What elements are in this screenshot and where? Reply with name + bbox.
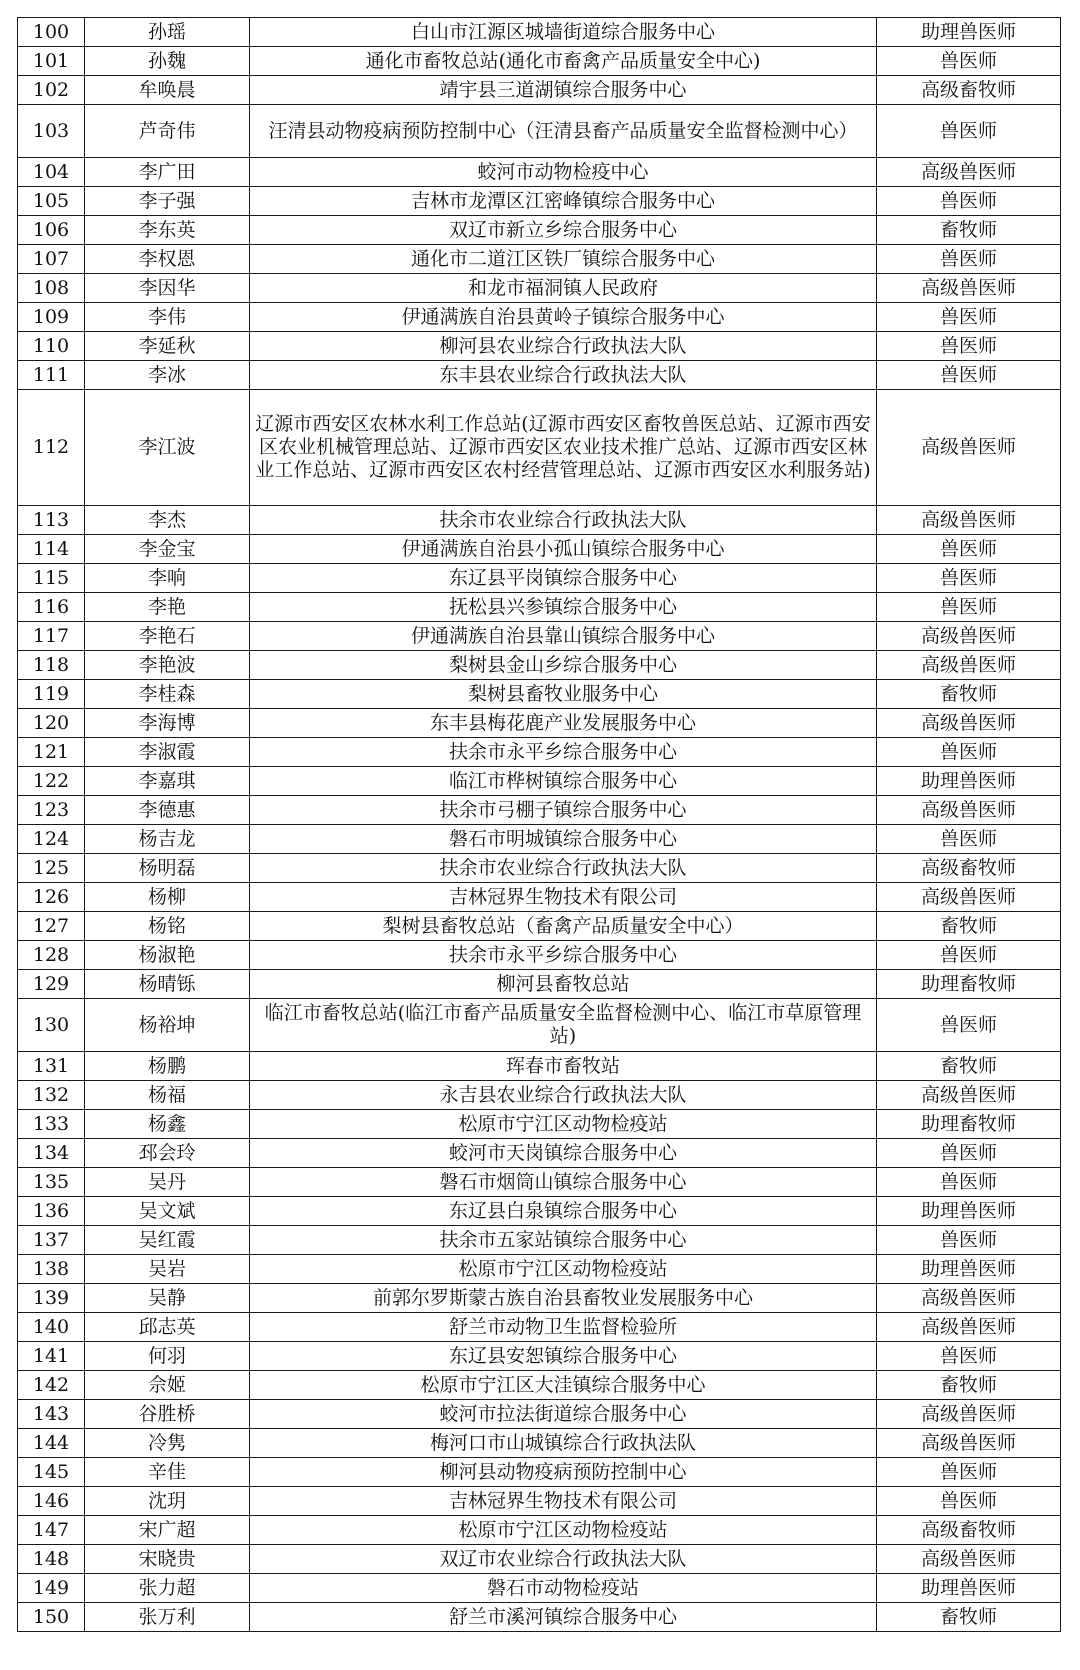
job-title-cell: 高级兽医师 xyxy=(877,1545,1061,1574)
work-unit-cell: 蛟河市拉法街道综合服务中心 xyxy=(250,1400,877,1429)
row-number-cell: 141 xyxy=(18,1342,85,1371)
job-title-cell: 兽医师 xyxy=(877,47,1061,76)
row-number-cell: 136 xyxy=(18,1197,85,1226)
row-number-cell: 115 xyxy=(18,564,85,593)
person-name-cell: 吴文斌 xyxy=(85,1197,250,1226)
row-number-cell: 103 xyxy=(18,105,85,158)
person-name-cell: 李淑霞 xyxy=(85,738,250,767)
work-unit-cell: 舒兰市动物卫生监督检验所 xyxy=(250,1313,877,1342)
row-number-cell: 146 xyxy=(18,1487,85,1516)
row-number-cell: 144 xyxy=(18,1429,85,1458)
row-number-cell: 126 xyxy=(18,883,85,912)
work-unit-cell: 伊通满族自治县黄岭子镇综合服务中心 xyxy=(250,303,877,332)
table-row xyxy=(18,1052,1061,1081)
row-number-cell: 150 xyxy=(18,1603,85,1632)
person-name-cell: 李海博 xyxy=(85,709,250,738)
person-name-cell: 李江波 xyxy=(85,390,250,506)
job-title-cell: 高级兽医师 xyxy=(877,390,1061,506)
row-number-cell: 145 xyxy=(18,1458,85,1487)
table-row xyxy=(18,941,1061,970)
person-name-cell: 冷隽 xyxy=(85,1429,250,1458)
row-number-cell: 132 xyxy=(18,1081,85,1110)
table-row xyxy=(18,593,1061,622)
person-name-cell: 杨鑫 xyxy=(85,1110,250,1139)
row-number-cell: 135 xyxy=(18,1168,85,1197)
person-name-cell: 杨晴铄 xyxy=(85,970,250,999)
work-unit-cell: 蛟河市动物检疫中心 xyxy=(250,158,877,187)
job-title-cell: 畜牧师 xyxy=(877,912,1061,941)
table-row xyxy=(18,1110,1061,1139)
row-number-cell: 108 xyxy=(18,274,85,303)
job-title-cell: 高级畜牧师 xyxy=(877,854,1061,883)
person-name-cell: 邱志英 xyxy=(85,1313,250,1342)
table-row xyxy=(18,187,1061,216)
row-number-cell: 137 xyxy=(18,1226,85,1255)
work-unit-cell: 柳河县农业综合行政执法大队 xyxy=(250,332,877,361)
work-unit-cell: 和龙市福洞镇人民政府 xyxy=(250,274,877,303)
person-name-cell: 李子强 xyxy=(85,187,250,216)
row-number-cell: 127 xyxy=(18,912,85,941)
person-name-cell: 李嘉琪 xyxy=(85,767,250,796)
table-row xyxy=(18,105,1061,158)
table-row xyxy=(18,332,1061,361)
person-name-cell: 李金宝 xyxy=(85,535,250,564)
row-number-cell: 119 xyxy=(18,680,85,709)
person-name-cell: 杨吉龙 xyxy=(85,825,250,854)
work-unit-cell: 吉林冠界生物技术有限公司 xyxy=(250,883,877,912)
work-unit-cell: 扶余市弓棚子镇综合服务中心 xyxy=(250,796,877,825)
roster-table-body xyxy=(18,18,1061,1632)
person-name-cell: 宋晓贵 xyxy=(85,1545,250,1574)
row-number-cell: 133 xyxy=(18,1110,85,1139)
table-row xyxy=(18,825,1061,854)
table-row xyxy=(18,1342,1061,1371)
work-unit-cell: 扶余市农业综合行政执法大队 xyxy=(250,854,877,883)
table-row xyxy=(18,999,1061,1052)
row-number-cell: 124 xyxy=(18,825,85,854)
work-unit-cell: 前郭尔罗斯蒙古族自治县畜牧业发展服务中心 xyxy=(250,1284,877,1313)
row-number-cell: 114 xyxy=(18,535,85,564)
row-number-cell: 100 xyxy=(18,18,85,47)
table-row xyxy=(18,76,1061,105)
row-number-cell: 121 xyxy=(18,738,85,767)
work-unit-cell: 东辽县安恕镇综合服务中心 xyxy=(250,1342,877,1371)
table-row xyxy=(18,1313,1061,1342)
row-number-cell: 104 xyxy=(18,158,85,187)
table-row xyxy=(18,1139,1061,1168)
work-unit-cell: 永吉县农业综合行政执法大队 xyxy=(250,1081,877,1110)
job-title-cell: 助理兽医师 xyxy=(877,18,1061,47)
person-name-cell: 杨福 xyxy=(85,1081,250,1110)
person-name-cell: 吴静 xyxy=(85,1284,250,1313)
job-title-cell: 兽医师 xyxy=(877,1487,1061,1516)
row-number-cell: 109 xyxy=(18,303,85,332)
job-title-cell: 高级兽医师 xyxy=(877,622,1061,651)
table-row xyxy=(18,912,1061,941)
person-name-cell: 李艳 xyxy=(85,593,250,622)
row-number-cell: 122 xyxy=(18,767,85,796)
job-title-cell: 兽医师 xyxy=(877,1342,1061,1371)
job-title-cell: 兽医师 xyxy=(877,187,1061,216)
person-name-cell: 吴丹 xyxy=(85,1168,250,1197)
person-name-cell: 李东英 xyxy=(85,216,250,245)
person-name-cell: 李权恩 xyxy=(85,245,250,274)
work-unit-cell: 汪清县动物疫病预防控制中心（汪清县畜产品质量安全监督检测中心） xyxy=(250,105,877,158)
row-number-cell: 120 xyxy=(18,709,85,738)
person-name-cell: 李延秋 xyxy=(85,332,250,361)
work-unit-cell: 柳河县畜牧总站 xyxy=(250,970,877,999)
work-unit-cell: 舒兰市溪河镇综合服务中心 xyxy=(250,1603,877,1632)
job-title-cell: 畜牧师 xyxy=(877,216,1061,245)
table-row xyxy=(18,361,1061,390)
work-unit-cell: 临江市桦树镇综合服务中心 xyxy=(250,767,877,796)
row-number-cell: 149 xyxy=(18,1574,85,1603)
job-title-cell: 兽医师 xyxy=(877,332,1061,361)
row-number-cell: 112 xyxy=(18,390,85,506)
table-row xyxy=(18,1168,1061,1197)
table-row xyxy=(18,1400,1061,1429)
person-name-cell: 李伟 xyxy=(85,303,250,332)
work-unit-cell: 梨树县畜牧总站（畜禽产品质量安全中心） xyxy=(250,912,877,941)
person-name-cell: 李艳石 xyxy=(85,622,250,651)
table-row xyxy=(18,303,1061,332)
job-title-cell: 高级兽医师 xyxy=(877,709,1061,738)
person-name-cell: 沈玥 xyxy=(85,1487,250,1516)
work-unit-cell: 双辽市农业综合行政执法大队 xyxy=(250,1545,877,1574)
work-unit-cell: 吉林市龙潭区江密峰镇综合服务中心 xyxy=(250,187,877,216)
person-name-cell: 孙魏 xyxy=(85,47,250,76)
table-row xyxy=(18,245,1061,274)
table-row xyxy=(18,1371,1061,1400)
job-title-cell: 兽医师 xyxy=(877,564,1061,593)
person-name-cell: 杨裕坤 xyxy=(85,999,250,1052)
row-number-cell: 106 xyxy=(18,216,85,245)
work-unit-cell: 柳河县动物疫病预防控制中心 xyxy=(250,1458,877,1487)
job-title-cell: 畜牧师 xyxy=(877,1052,1061,1081)
person-name-cell: 张力超 xyxy=(85,1574,250,1603)
table-row xyxy=(18,1603,1061,1632)
row-number-cell: 116 xyxy=(18,593,85,622)
work-unit-cell: 梨树县畜牧业服务中心 xyxy=(250,680,877,709)
table-row xyxy=(18,1429,1061,1458)
person-name-cell: 杨铭 xyxy=(85,912,250,941)
job-title-cell: 兽医师 xyxy=(877,1226,1061,1255)
work-unit-cell: 扶余市农业综合行政执法大队 xyxy=(250,506,877,535)
row-number-cell: 131 xyxy=(18,1052,85,1081)
work-unit-cell: 扶余市五家站镇综合服务中心 xyxy=(250,1226,877,1255)
job-title-cell: 高级兽医师 xyxy=(877,883,1061,912)
person-name-cell: 吴红霞 xyxy=(85,1226,250,1255)
row-number-cell: 138 xyxy=(18,1255,85,1284)
row-number-cell: 110 xyxy=(18,332,85,361)
person-name-cell: 杨明磊 xyxy=(85,854,250,883)
row-number-cell: 101 xyxy=(18,47,85,76)
table-row xyxy=(18,158,1061,187)
person-name-cell: 辛佳 xyxy=(85,1458,250,1487)
job-title-cell: 助理兽医师 xyxy=(877,1197,1061,1226)
person-name-cell: 李德惠 xyxy=(85,796,250,825)
job-title-cell: 兽医师 xyxy=(877,825,1061,854)
work-unit-cell: 通化市二道江区铁厂镇综合服务中心 xyxy=(250,245,877,274)
roster-table xyxy=(17,17,1061,1632)
work-unit-cell: 临江市畜牧总站(临江市畜产品质量安全监督检测中心、临江市草原管理站) xyxy=(250,999,877,1052)
job-title-cell: 高级兽医师 xyxy=(877,274,1061,303)
work-unit-cell: 东辽县白泉镇综合服务中心 xyxy=(250,1197,877,1226)
person-name-cell: 张万利 xyxy=(85,1603,250,1632)
work-unit-cell: 梨树县金山乡综合服务中心 xyxy=(250,651,877,680)
row-number-cell: 129 xyxy=(18,970,85,999)
job-title-cell: 畜牧师 xyxy=(877,1603,1061,1632)
table-row xyxy=(18,274,1061,303)
work-unit-cell: 东丰县农业综合行政执法大队 xyxy=(250,361,877,390)
work-unit-cell: 磐石市明城镇综合服务中心 xyxy=(250,825,877,854)
person-name-cell: 李因华 xyxy=(85,274,250,303)
table-row xyxy=(18,883,1061,912)
row-number-cell: 102 xyxy=(18,76,85,105)
table-row xyxy=(18,651,1061,680)
job-title-cell: 高级兽医师 xyxy=(877,1429,1061,1458)
work-unit-cell: 梅河口市山城镇综合行政执法队 xyxy=(250,1429,877,1458)
row-number-cell: 128 xyxy=(18,941,85,970)
table-row xyxy=(18,1574,1061,1603)
work-unit-cell: 珲春市畜牧站 xyxy=(250,1052,877,1081)
job-title-cell: 兽医师 xyxy=(877,361,1061,390)
table-row xyxy=(18,854,1061,883)
job-title-cell: 兽医师 xyxy=(877,1139,1061,1168)
person-name-cell: 李响 xyxy=(85,564,250,593)
person-name-cell: 牟唤晨 xyxy=(85,76,250,105)
person-name-cell: 吴岩 xyxy=(85,1255,250,1284)
person-name-cell: 芦奇伟 xyxy=(85,105,250,158)
work-unit-cell: 松原市宁江区动物检疫站 xyxy=(250,1516,877,1545)
work-unit-cell: 双辽市新立乡综合服务中心 xyxy=(250,216,877,245)
table-row xyxy=(18,680,1061,709)
work-unit-cell: 扶余市永平乡综合服务中心 xyxy=(250,738,877,767)
job-title-cell: 高级兽医师 xyxy=(877,1313,1061,1342)
person-name-cell: 李桂森 xyxy=(85,680,250,709)
work-unit-cell: 蛟河市天岗镇综合服务中心 xyxy=(250,1139,877,1168)
job-title-cell: 兽医师 xyxy=(877,105,1061,158)
table-row xyxy=(18,1545,1061,1574)
job-title-cell: 兽医师 xyxy=(877,535,1061,564)
job-title-cell: 高级兽医师 xyxy=(877,158,1061,187)
person-name-cell: 李冰 xyxy=(85,361,250,390)
job-title-cell: 兽医师 xyxy=(877,303,1061,332)
job-title-cell: 兽医师 xyxy=(877,941,1061,970)
work-unit-cell: 松原市宁江区大洼镇综合服务中心 xyxy=(250,1371,877,1400)
table-row xyxy=(18,1516,1061,1545)
person-name-cell: 杨淑艳 xyxy=(85,941,250,970)
table-row xyxy=(18,1284,1061,1313)
table-row xyxy=(18,970,1061,999)
job-title-cell: 助理兽医师 xyxy=(877,1574,1061,1603)
work-unit-cell: 通化市畜牧总站(通化市畜禽产品质量安全中心) xyxy=(250,47,877,76)
work-unit-cell: 辽源市西安区农林水利工作总站(辽源市西安区畜牧兽医总站、辽源市西安区农业机械管理总站、辽源市西安区农业技术推广总站、辽源市西安区林业工作总站、辽源市西安区农村经营管理总站、辽源市西安区水利服务站) xyxy=(250,390,877,506)
job-title-cell: 高级兽医师 xyxy=(877,1284,1061,1313)
person-name-cell: 谷胜桥 xyxy=(85,1400,250,1429)
job-title-cell: 助理兽医师 xyxy=(877,767,1061,796)
job-title-cell: 高级畜牧师 xyxy=(877,76,1061,105)
work-unit-cell: 白山市江源区城墙街道综合服务中心 xyxy=(250,18,877,47)
work-unit-cell: 松原市宁江区动物检疫站 xyxy=(250,1255,877,1284)
work-unit-cell: 松原市宁江区动物检疫站 xyxy=(250,1110,877,1139)
work-unit-cell: 东丰县梅花鹿产业发展服务中心 xyxy=(250,709,877,738)
job-title-cell: 畜牧师 xyxy=(877,680,1061,709)
row-number-cell: 113 xyxy=(18,506,85,535)
table-row xyxy=(18,1197,1061,1226)
row-number-cell: 147 xyxy=(18,1516,85,1545)
person-name-cell: 杨柳 xyxy=(85,883,250,912)
table-row xyxy=(18,564,1061,593)
table-row xyxy=(18,622,1061,651)
row-number-cell: 117 xyxy=(18,622,85,651)
table-row xyxy=(18,709,1061,738)
person-name-cell: 佘姬 xyxy=(85,1371,250,1400)
table-row xyxy=(18,18,1061,47)
row-number-cell: 142 xyxy=(18,1371,85,1400)
table-row xyxy=(18,1081,1061,1110)
job-title-cell: 兽医师 xyxy=(877,593,1061,622)
table-row xyxy=(18,1255,1061,1284)
job-title-cell: 助理畜牧师 xyxy=(877,1110,1061,1139)
job-title-cell: 兽医师 xyxy=(877,738,1061,767)
table-row xyxy=(18,390,1061,506)
table-row xyxy=(18,767,1061,796)
work-unit-cell: 磐石市动物检疫站 xyxy=(250,1574,877,1603)
person-name-cell: 邳会玲 xyxy=(85,1139,250,1168)
job-title-cell: 助理畜牧师 xyxy=(877,970,1061,999)
job-title-cell: 高级兽医师 xyxy=(877,1081,1061,1110)
row-number-cell: 140 xyxy=(18,1313,85,1342)
table-row xyxy=(18,738,1061,767)
person-name-cell: 李艳波 xyxy=(85,651,250,680)
person-name-cell: 孙瑶 xyxy=(85,18,250,47)
row-number-cell: 118 xyxy=(18,651,85,680)
work-unit-cell: 伊通满族自治县靠山镇综合服务中心 xyxy=(250,622,877,651)
job-title-cell: 高级畜牧师 xyxy=(877,1516,1061,1545)
row-number-cell: 139 xyxy=(18,1284,85,1313)
row-number-cell: 134 xyxy=(18,1139,85,1168)
job-title-cell: 高级兽医师 xyxy=(877,1400,1061,1429)
work-unit-cell: 东辽县平岗镇综合服务中心 xyxy=(250,564,877,593)
work-unit-cell: 吉林冠界生物技术有限公司 xyxy=(250,1487,877,1516)
row-number-cell: 111 xyxy=(18,361,85,390)
job-title-cell: 兽医师 xyxy=(877,1458,1061,1487)
row-number-cell: 130 xyxy=(18,999,85,1052)
work-unit-cell: 抚松县兴参镇综合服务中心 xyxy=(250,593,877,622)
table-row xyxy=(18,1226,1061,1255)
work-unit-cell: 伊通满族自治县小孤山镇综合服务中心 xyxy=(250,535,877,564)
table-row xyxy=(18,1487,1061,1516)
row-number-cell: 123 xyxy=(18,796,85,825)
table-row xyxy=(18,47,1061,76)
table-row xyxy=(18,535,1061,564)
work-unit-cell: 靖宇县三道湖镇综合服务中心 xyxy=(250,76,877,105)
person-name-cell: 何羽 xyxy=(85,1342,250,1371)
table-row xyxy=(18,1458,1061,1487)
person-name-cell: 杨鹏 xyxy=(85,1052,250,1081)
row-number-cell: 125 xyxy=(18,854,85,883)
person-name-cell: 宋广超 xyxy=(85,1516,250,1545)
row-number-cell: 107 xyxy=(18,245,85,274)
table-row xyxy=(18,796,1061,825)
job-title-cell: 畜牧师 xyxy=(877,1371,1061,1400)
job-title-cell: 助理兽医师 xyxy=(877,1255,1061,1284)
person-name-cell: 李杰 xyxy=(85,506,250,535)
table-row xyxy=(18,216,1061,245)
row-number-cell: 148 xyxy=(18,1545,85,1574)
job-title-cell: 高级兽医师 xyxy=(877,651,1061,680)
row-number-cell: 105 xyxy=(18,187,85,216)
row-number-cell: 143 xyxy=(18,1400,85,1429)
table-row xyxy=(18,506,1061,535)
job-title-cell: 高级兽医师 xyxy=(877,796,1061,825)
job-title-cell: 兽医师 xyxy=(877,245,1061,274)
person-name-cell: 李广田 xyxy=(85,158,250,187)
work-unit-cell: 磐石市烟筒山镇综合服务中心 xyxy=(250,1168,877,1197)
job-title-cell: 兽医师 xyxy=(877,1168,1061,1197)
job-title-cell: 高级兽医师 xyxy=(877,506,1061,535)
work-unit-cell: 扶余市永平乡综合服务中心 xyxy=(250,941,877,970)
job-title-cell: 兽医师 xyxy=(877,999,1061,1052)
